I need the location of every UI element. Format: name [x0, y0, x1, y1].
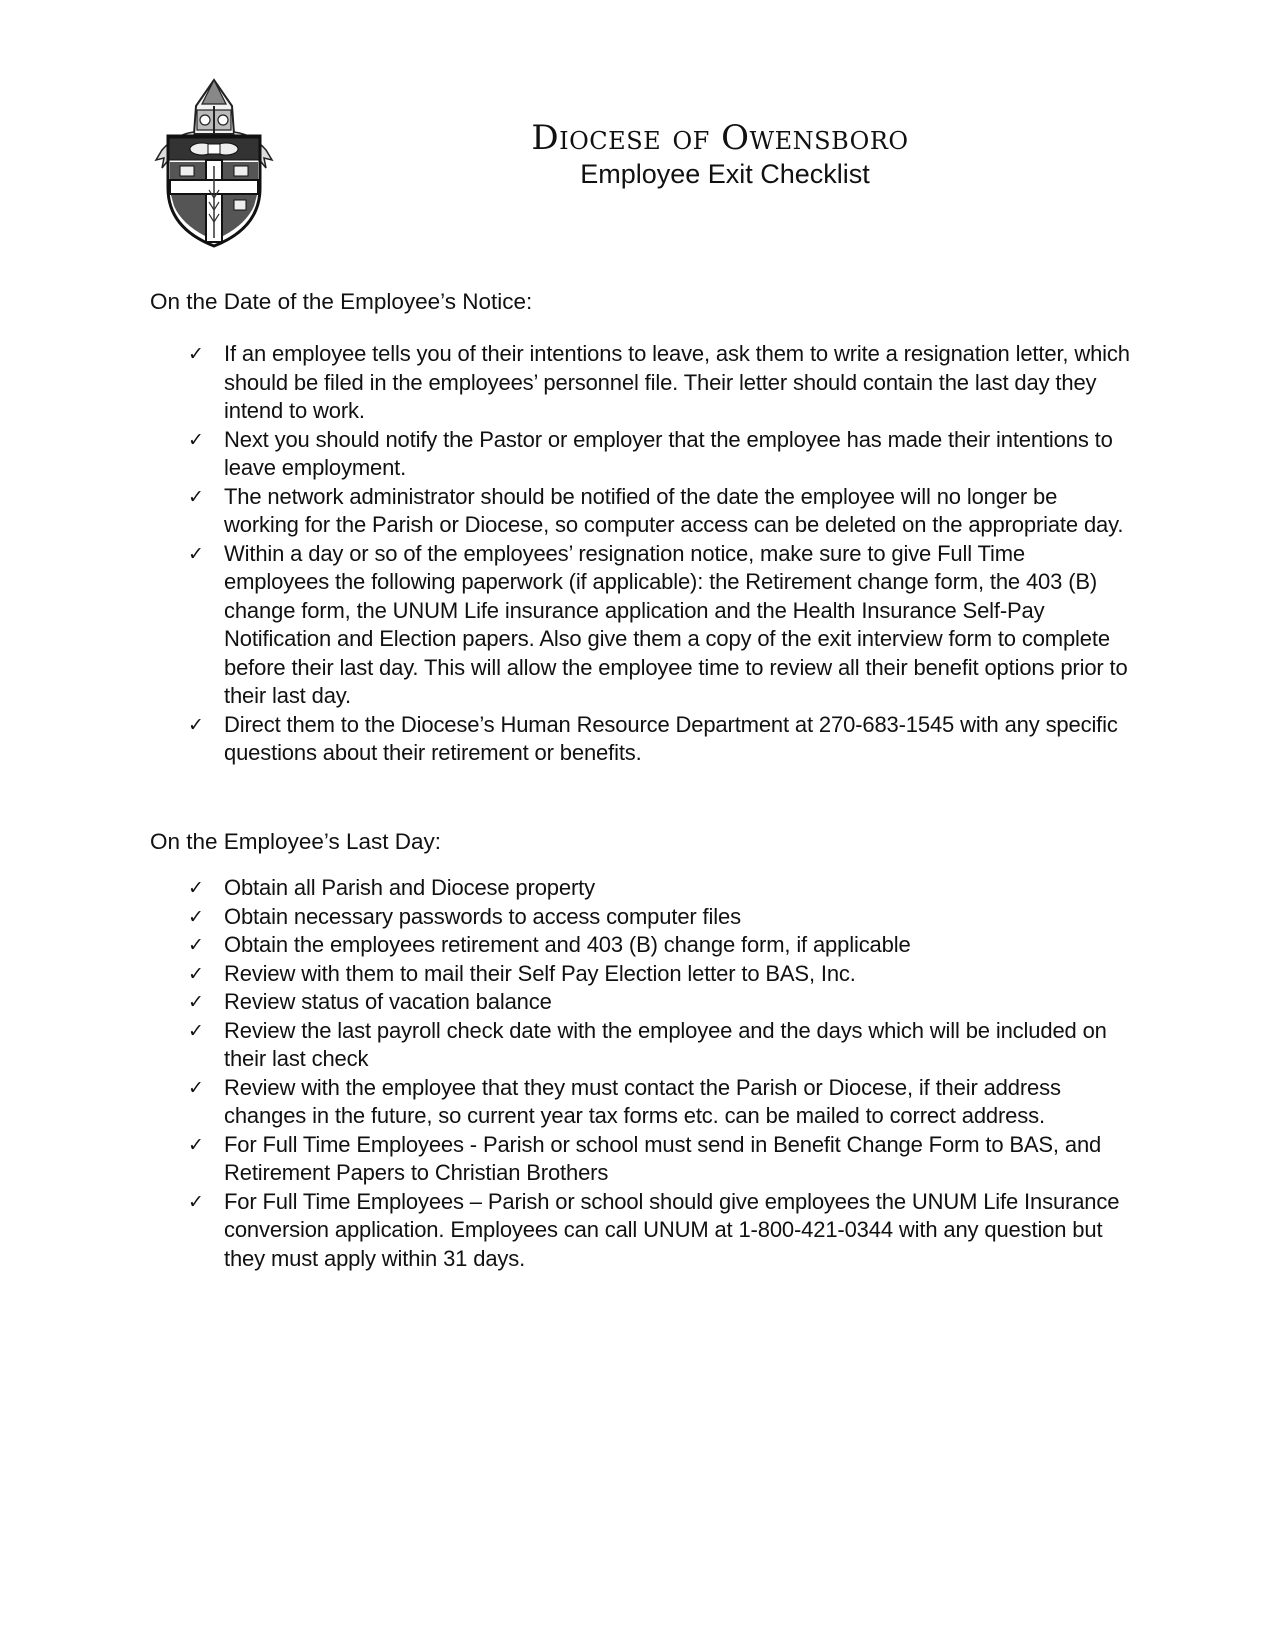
checklist-item: [150, 960, 1130, 989]
checklist-item-text: The network administrator should be notified of the date the employee will no longer be working for the Parish or Diocese, so computer access can be deleted on the appropriate day.: [224, 483, 1124, 537]
check-mark-icon: ✓: [188, 542, 204, 565]
checklist-item-text: Obtain the employees retirement and 403 (B) change form, if applicable: [224, 932, 911, 957]
checklist-item: [150, 711, 1130, 768]
check-mark-icon: ✓: [188, 877, 204, 899]
checklist-item: [150, 483, 1130, 540]
checklist-item: [150, 1017, 1130, 1074]
checklist-item-text: Review status of vacation balance: [224, 989, 552, 1014]
checklist-item-text: If an employee tells you of their intentions to leave, ask them to write a resignation letter, which should be filed in the employees’ personnel file. Their letter should contain the last day they intend to work.: [224, 341, 1130, 423]
checklist-item-text: For Full Time Employees – Parish or school should give employees the UNUM Life Insurance conversion application. Employees can call UNUM at 1-800-421-0344 with any question but they must apply within 31 days.: [224, 1188, 1120, 1271]
section-heading: On the Date of the Employee’s Notice:: [150, 289, 533, 314]
check-mark-icon: ✓: [188, 428, 204, 451]
notice-date-section: [150, 288, 1130, 768]
check-mark-icon: ✓: [188, 905, 204, 928]
checklist-item-text: Review with them to mail their Self Pay Election letter to BAS, Inc.: [224, 960, 856, 986]
checklist-item-text: Next you should notify the Pastor or employer that the employee has made their intentions to leave employment.: [224, 426, 1113, 480]
check-mark-icon: ✓: [188, 1133, 204, 1156]
check-mark-icon: ✓: [188, 1076, 204, 1099]
checklist-item-text: Review with the employee that they must contact the Parish or Diocese, if their address changes in the future, so current year tax forms etc. can be mailed to correct address.: [224, 1074, 1061, 1128]
checklist-item-text: For Full Time Employees - Parish or school must send in Benefit Change Form to BAS, and Retirement Papers to Christian Brothers: [224, 1131, 1102, 1185]
checklist-item: [150, 540, 1130, 711]
check-mark-icon: ✓: [188, 713, 204, 736]
check-mark-icon: ✓: [188, 991, 204, 1013]
section-heading: On the Employee’s Last Day:: [150, 829, 441, 854]
checklist-item-text: Obtain all Parish and Diocese property: [224, 875, 595, 900]
checklist-item: [150, 1188, 1130, 1274]
check-mark-icon: ✓: [188, 485, 204, 508]
checklist-item: [150, 1131, 1130, 1188]
checklist-item-text: Obtain necessary passwords to access computer files: [224, 903, 741, 929]
check-mark-icon: ✓: [188, 962, 204, 985]
document-subtitle: Employee Exit Checklist: [580, 159, 870, 189]
check-mark-icon: ✓: [188, 1190, 204, 1213]
checklist-item: [150, 426, 1130, 483]
checklist-item-text: Review the last payroll check date with the employee and the days which will be included on their last check: [224, 1017, 1107, 1071]
checklist-item: [150, 1074, 1130, 1131]
organization-title: Diocese of Owensboro: [531, 118, 909, 158]
last-day-checklist: [150, 874, 1130, 1273]
checklist-item: [150, 340, 1130, 426]
checklist-item-text: Within a day or so of the employees’ resignation notice, make sure to give Full Time employees the following paperwork (if applicable): the Retirement change form, the 403 (B) change form, the UNUM Life insurance application and the Health Insurance Self-Pay Notification and Election papers. Also give them a copy of the exit interview form to complete before their last day. This will allow the employee time to review all their benefit options prior to their last day.: [224, 540, 1128, 708]
checklist-item: [150, 874, 1130, 903]
checklist-item: [150, 903, 1130, 932]
notice-date-checklist: [150, 340, 1130, 768]
checklist-item: [150, 988, 1130, 1017]
diocesan-coat-of-arms-icon: [152, 78, 276, 248]
checklist-item: [150, 931, 1130, 960]
check-mark-icon: ✓: [188, 343, 204, 365]
check-mark-icon: ✓: [188, 1019, 204, 1042]
header-title-block: [440, 118, 1000, 190]
check-mark-icon: ✓: [188, 934, 204, 956]
checklist-item-text: Direct them to the Diocese’s Human Resource Department at 270-683-1545 with any specific questions about their retirement or benefits.: [224, 711, 1118, 765]
last-day-section: [150, 828, 1130, 1273]
